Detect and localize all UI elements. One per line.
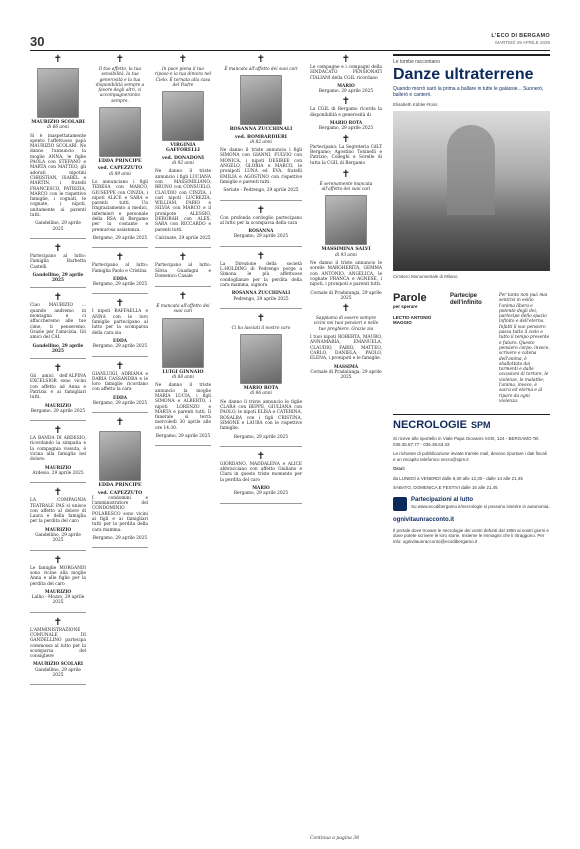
partecipazioni-box (393, 497, 550, 511)
obituary-quote: È mancata all'affetto dei suoi cari (156, 304, 210, 315)
cross-icon: ✝ (53, 425, 63, 437)
obituary-column-1 (30, 54, 86, 844)
obituary-place-date: Bergamo, 29 aprile 2025 (30, 408, 86, 414)
obituary-place-date: Bergamo, 29 aprile 2025 (233, 234, 289, 240)
obituary-notice (92, 252, 148, 294)
article-kicker: Le tombe raccontano (393, 59, 440, 65)
obituary-text: Partecipano: La Segreteria CdLT Bergamo; Agostino Toninelli e Patrizio; Colleghi e Sorelle di tutta la CGIL di Bergamo (310, 144, 382, 166)
cross-icon: ✝ (53, 487, 63, 499)
cross-icon: ✝ (53, 292, 63, 304)
necrologie-info (393, 436, 550, 491)
obituary-notice (155, 291, 211, 446)
deceased-name: MAURIZIO SCOLARI (31, 120, 85, 125)
obituary-place-date: Bergamo, 29 aprile 2025 (92, 344, 148, 350)
obituary-text: Partecipano al lutto: Famiglia Barbetta Castelli (30, 253, 86, 270)
obituary-text: L'AMMINISTRAZIONE COMUNALE DI GANDELLINO partecipa commossa al lutto per la scomparsa del consigliere (30, 627, 86, 660)
obituary-place-date: Cornale di Pradalunga, 29 aprile 2025 (310, 290, 382, 301)
necrologie-header (393, 414, 550, 431)
deceased-photo (325, 195, 367, 245)
deceased-name: ROSANNA ZUCCHINALI (229, 127, 293, 133)
obituary-text: GIORDANO, MADDALENA e ALICE abbracciano con affetto Giuliano e Clara in questo triste momento per la perdita del caro (220, 461, 302, 483)
obituary-place-date: Ardesio, 29 aprile 2025 (32, 470, 84, 476)
obituary-notice (220, 205, 302, 247)
cross-icon: ✝ (115, 360, 125, 372)
parole-heading: Partecipe dell'infinito (450, 293, 482, 306)
obituary-notice (92, 361, 148, 414)
obituary-signature: MAURIZIO (44, 403, 72, 409)
obituary-place-date: Bergamo, 29 aprile 2025 (92, 282, 148, 288)
cross-icon: ✝ (115, 252, 125, 264)
orari-weekdays: da LUNEDÌ a VENERDÌ dalle 8,30 alle 12,30 - dalle 14 alle 21,45 (393, 475, 523, 481)
obituary-signature: MARIO ROTA (329, 121, 363, 127)
obituary-quote: Il tuo affetto, la tua sensibilità, la tua generosità e la tua disponibilità sempre a favore degli altri, ci accompagneranno sempre. (95, 67, 145, 104)
obituary-place-date: Bergamo, 29 aprile 2025 (318, 89, 374, 95)
ognivita-text: Il portale dove trovare le necrologie dei vostri defunti dal 1950 ai nostri giorni e dove potete scrivere le loro storie. Insieme le immagini che li ritraggono. Per info: ognivitaunracconto@ecodibergamo.it (393, 527, 549, 544)
obituary-notice (310, 96, 382, 131)
cross-icon: ✝ (178, 54, 188, 65)
photo-caption: Cimitero Monumentale di Milano (393, 274, 458, 279)
obituary-text: Ne danno il triste annuncio i figli LUCIANA con MASSIMILIANO, BRUNO con CONSUELO, CLAUDIO con CINZIA, i cari nipoti LUCREZIA, WILLIAM, FABIO e SILVIA con MARCO e il pronipote ALESSIO, DEBORAH con ALEX, SARA con RICCARDO e parenti tutti. (155, 169, 211, 233)
obituary-column-4 (220, 54, 302, 844)
info-address: Si riceve allo sportello in Viale Papa Giovanni XXIII, 124 - BERGAMO Tel. 035.35.87.77 - 035.38.63.33 (393, 436, 540, 447)
sidebar-rule (393, 54, 550, 56)
obituary-notice (155, 54, 211, 248)
publication-date: MARTEDÌ 29 APRILE 2025 (495, 40, 550, 45)
cross-icon: ✝ (256, 204, 266, 216)
obituary-signature: MAURIZIO (44, 465, 72, 471)
obituary-notice (30, 425, 86, 483)
article-subhead: Quando morrò sarò la prima a ballare in tutte le galassie... Suonerò, ballerò e canterò. (393, 86, 544, 98)
deceased-age: di 89 anni (109, 171, 131, 177)
deceased-name: MARIO ROTA (243, 386, 279, 392)
deceased-married-name: ved. CAPEZZUTO (97, 490, 143, 496)
obituary-signature: EDDA (112, 276, 128, 282)
cross-icon: ✝ (115, 54, 125, 65)
obituary-quote: In pace piena il tuo riposo e la tua dimora nel Cielo. È tornata alla casa del Padre (155, 67, 211, 88)
obituary-signature: MARIO (252, 485, 270, 491)
deceased-married-name: ved. BOMBARDIERI (235, 134, 287, 140)
obituary-text: LA COMPAGNIA TEATRALE PAS si unisce con affetto al dolore di Laura e della famiglia per la perdita del caro (30, 498, 86, 525)
obituary-text: Ne danno il triste annuncio le sorelle MARGHERITA, GEMMA con ANTONIO, ANGELICA, le cognate FRANCA e AGNESE, i nipoti, i pronipoti e parenti tutti. (310, 261, 382, 288)
cross-icon: ✝ (256, 312, 266, 324)
obituary-signature: Gandellino, 29 aprile 2025 (32, 343, 84, 354)
deceased-age: di 86 anni (250, 391, 272, 397)
obituary-notice (220, 451, 302, 504)
obituary-text: LA BANDA DI ARDESIO, ricordando la simpatia e la compagnia vissuta, è vicina alla famiglia nel dolore. (30, 436, 86, 463)
cross-icon: ✝ (53, 242, 63, 254)
obituary-signature: MAURIZIO (44, 527, 72, 533)
obituary-notice (310, 303, 382, 380)
deceased-age: di 88 anni (172, 375, 194, 381)
obituary-signature: MASSIMA (333, 364, 359, 370)
partecipazioni-text: Su www.ecodibergamo.it/necrologie si possono inserire in autonomia. (411, 503, 550, 509)
deceased-photo (162, 91, 204, 141)
obituary-place-date: Bergamo, 29 aprile 2025 (233, 491, 289, 497)
cross-icon: ✝ (341, 303, 351, 315)
obituary-text: Si è inaspettatamente spento l'affettuoso papà MAURIZIO SCOLARI. Ne danno l'annuncio la moglie ANNA, le figlie PAOLA con STEFANO e MARTA con MATTEO, gli adorati nipotini CHRISTIAN, ISABEL e MARTIN, i fratelli FRANCESCO, PATRIZIA, MARCO con le rispettive famiglie, i cognati, le cognate, i nipoti, unitamente ai parenti tutti. (30, 133, 86, 219)
obituary-place-date: Bergamo, 29 aprile 2025 (92, 400, 148, 406)
cross-icon: ✝ (341, 168, 351, 180)
deceased-name: EDDA PRINCIPE (98, 483, 142, 489)
parole-label: LECTIO ANTONIO MAGGIO (393, 315, 432, 325)
obituary-notice (92, 298, 148, 356)
parole-box (393, 293, 550, 404)
cross-icon: ✝ (256, 450, 266, 462)
obituary-quote: Sappiamo di essere sempre vicini nei tuoi pensieri e nelle tue preghiere. Grazie zia (313, 316, 379, 332)
parole-subtitle: per sperare (393, 304, 418, 309)
obituary-notice (30, 292, 86, 359)
obituary-text: Ciao MAURIZIO ... quando andremo in montagna e ci affaccheremo alle tue cime, ti penseremo. Grazie per l'amicizia. Gli amici del CAI. (30, 303, 86, 341)
obituary-text: GIANLUIGI, ADRIANA e DARIA CASSANDRA e le loro famiglie ricordano con affetto la cara (92, 371, 148, 393)
cross-icon: ✝ (178, 252, 188, 264)
obituary-signature: EDDA (112, 338, 128, 344)
obituary-text: Ne danno il triste annuncio la moglie MARIA LUCIA, i figli SIMONA e ALBERTO, i nipoti LORENZO e MARTA e parenti tutti. Il funerale si terrà mercoledì 30 aprile alle ore 14.30. (155, 383, 211, 431)
obituary-column-3 (155, 54, 211, 844)
obituary-notice (30, 487, 86, 550)
obituary-place-date: Bergamo, 29 aprile 2025 (233, 434, 289, 440)
deceased-photo (37, 68, 79, 118)
info-email: Le richieste di pubblicazione inviate tramite mail, devono riportare i dati fiscali e un recapito telefonico necro@spm.it (393, 451, 547, 462)
deceased-name: VIRGINIA GAFFORELLI (166, 143, 200, 154)
obituary-place-date: Gandellino, 29 aprile 2025 (35, 221, 81, 232)
obituary-notice (30, 243, 86, 288)
obituary-signature: Gandellino, 29 aprile 2025 (32, 272, 84, 284)
obituary-text: Ne danno il triste annuncio le figlie CLARA con BEPPE, GIULIANA con PAOLO, le nipoti ELISA e CATERINA, ROSALBA con i figli CRISTINA, SIMONE e LAURA con le rispettive famiglie. (220, 399, 302, 432)
obituary-place-date: Lallio - Mozzo, 29 aprile 2025 (31, 595, 85, 606)
obituary-place-date: Bergamo, 29 aprile 2025 (92, 235, 148, 241)
deceased-married-name: ved. CAPEZZUTO (97, 166, 143, 172)
cross-icon: ✝ (178, 291, 188, 303)
article-headline: Danze ultraterrene (393, 66, 534, 83)
obituary-text: I condomini e l'amministratore del CONDOMINIO POLARESCO sono vicini ai figli e ai famigliari tutti per la perdita della cara mamma. (92, 495, 148, 533)
page-number: 30 (30, 34, 45, 49)
obituary-place-date: Seriate - Pedrengo, 29 aprile 2025 (223, 188, 299, 194)
obituary-text: Le compagne e i compagni della SINDACATO PENSIONATI ITALIANI della CGIL ricordano (310, 65, 382, 81)
parole-text: Per tanto non può mai sentirsi in esilio l'anima libera e potente degli dei, partecipe dello spazio infinito e dell'eterno. Infatti il suo pensiero passa tutto il cielo e tutto il tempo presente e futuro. Questo pensiero corpo, invece, scrivere e catena dell'anima, è sballottato dai tormenti e dalle occasioni di torture, le violenze, le malattie; l'anima, invece, è sacra ed eterna e al riparo da ogni violenza. (499, 293, 550, 404)
cross-icon: ✝ (53, 554, 63, 566)
obituary-text: La CGIL di Bergamo ricorda la disponibilità e generosità di (310, 107, 382, 118)
deceased-married-name: ved. DONADONI (161, 155, 205, 161)
continued-note: Continua a pagina 38 (310, 836, 359, 841)
cross-icon: ✝ (53, 363, 63, 375)
obituary-place-date: Gandellino, 29 aprile 2025 (35, 667, 81, 679)
obituary-notice (30, 555, 86, 613)
obituary-notice (155, 252, 211, 287)
obituary-notice (310, 134, 382, 166)
obituary-notice (220, 54, 302, 201)
obituary-notice (30, 617, 86, 686)
obituary-signature: EDDA (112, 395, 128, 401)
page-header (30, 34, 550, 48)
cross-icon: ✝ (115, 417, 125, 429)
deceased-name: LUIGI GINNAIO (162, 369, 204, 375)
obituary-place-date: Gandellino, 29 aprile 2025 (35, 533, 81, 544)
candle-icon (393, 497, 407, 511)
monument-shape (447, 125, 495, 215)
obituary-column-2 (92, 54, 148, 844)
obituary-place-date: Calcinate, 29 aprile 2025 (155, 235, 211, 241)
obituary-notice (220, 251, 302, 309)
obituary-text: Partecipano al lutto: Famiglia Paolo e Cristina (92, 263, 148, 274)
obituary-notice (92, 54, 148, 248)
header-rule (30, 50, 550, 51)
article-byline: Elisabeth Kübler-Ross (393, 102, 438, 107)
obituary-signature: MARIO (337, 83, 355, 89)
cross-icon: ✝ (341, 133, 351, 145)
obituary-quote: Ci ha lasciati il nostro caro (231, 325, 291, 331)
cross-icon: ✝ (53, 616, 63, 628)
obituary-place-date: Cornale di Pradalunga, 29 aprile 2025 (310, 369, 382, 381)
parole-heading-block (447, 293, 499, 404)
sidebar (393, 54, 550, 844)
obituary-text: Le famiglie MORGANDI sono vicine alla moglie Anna e alle figlie per la perdita del caro (30, 565, 86, 587)
deceased-name: EDDA PRINCIPE (98, 159, 142, 165)
deceased-photo (240, 334, 282, 384)
obituary-notice (310, 169, 382, 301)
obituary-notice (30, 363, 86, 421)
orari-weekend: SABATO, DOMENICA E FESTIVI dalle 16 alle 21,45 (393, 485, 498, 491)
cross-icon: ✝ (256, 250, 266, 262)
obituary-notice (30, 54, 86, 239)
obituary-text: I nipoti RAFFAELLA e ANNA con le loro famiglie partecipano al lutto per la scomparsa della cara zia (92, 309, 148, 336)
obituary-text: Gli amici dell'ALPINA EXCELSIOR sono vicini con affetto ad Anna e Patrizia e ai famigliari tutti. (30, 374, 86, 401)
deceased-age: di 66 anni (47, 125, 69, 131)
obituary-place-date: Pedrengo, 29 aprile 2025 (233, 296, 289, 302)
cross-icon: ✝ (341, 54, 351, 65)
obituary-place-date: Bergamo, 29 aprile 2025 (92, 535, 148, 541)
deceased-name: MASSIMINA SALVI (321, 247, 371, 253)
obituary-text: Ne danno il triste annuncio i figli SIMONA con GIANNI, FULVIO con MONICA, i nipoti DESIREE con ANGELO, GLORIA e MARCO, le pronipoti LUNA ed EVA, fratelli EMILIA e AGOSTINO con rispettive famiglie e parenti tutti. (220, 148, 302, 185)
obituary-text: Lo annunciano i figli TERESA con MARCO, GIUSEPPE con CINZIA, i nipoti ALICE e SARA e parenti tutti. Un ringraziamento a medici, infermieri e personale della RSA di Bergamo per la costante e premurosa assistenza. (92, 179, 148, 233)
obituary-text: La Direzione della società L.HOLDING di Pedrengo porge a Simona le più affettuose condoglianze per la perdita della cara mamma, signora (220, 261, 302, 288)
deceased-age: di 82 anni (250, 139, 272, 145)
obituary-quote: È mancata all'affetto dei suoi cari (224, 67, 298, 72)
obituary-quote: È serenamente mancata all'affetto dei suoi cari (319, 181, 373, 193)
deceased-photo (240, 75, 282, 125)
publication-name: L'ECO DI BERGAMO (491, 33, 550, 39)
obituary-text: I tuoi nipoti ROBERTA, MAURO, ANNAMARIA, EMANUELA, CLAUDIO, FABIO, MATTEO, CARLO, DANIELA, PAOLO, ELENA, i pronipoti e le famiglie. (310, 335, 382, 362)
cross-icon: ✝ (341, 96, 351, 108)
deceased-photo (162, 318, 204, 368)
deceased-age: di 93 anni (335, 252, 357, 258)
ognivita-link[interactable]: ognivitaunracconto.it (393, 516, 455, 523)
obituary-signature: ROSANNA (248, 229, 274, 235)
obituary-column-5 (310, 54, 382, 844)
deceased-photo (99, 107, 141, 157)
obituary-signature: MAURIZIO SCOLARI (32, 662, 83, 668)
obituary-place-date: Bergamo, 29 aprile 2025 (155, 433, 211, 439)
parole-logo (393, 293, 447, 404)
obituary-notice (310, 54, 382, 94)
necrologie-title: NECROLOGIE (393, 419, 467, 432)
spm-logo: SPM (470, 420, 491, 431)
obituary-text: Con profonda cordoglio partecipano al lutto per la scomparsa della cara (220, 215, 302, 226)
cross-icon: ✝ (256, 54, 266, 65)
deceased-age: di 92 anni (172, 161, 194, 167)
parole-title: Parole (393, 292, 427, 304)
obituary-notice (92, 417, 148, 548)
orari-label: Orari: (393, 466, 406, 472)
obituary-text: Partecipano al lutto: Silvia Guadagni e Domenico Casale (155, 263, 211, 279)
cemetery-photo (393, 111, 550, 271)
deceased-photo (99, 431, 141, 481)
obituary-signature: ROSANNA ZUCCHINALI (231, 291, 291, 297)
cross-icon: ✝ (115, 298, 125, 310)
cross-icon: ✝ (53, 54, 63, 65)
obituary-signature: MAURIZIO (44, 589, 72, 595)
obituary-place-date: Bergamo, 29 aprile 2025 (318, 126, 374, 132)
obituary-notice (220, 313, 302, 447)
partecipazioni-title: Partecipazioni al lutto (411, 496, 474, 503)
